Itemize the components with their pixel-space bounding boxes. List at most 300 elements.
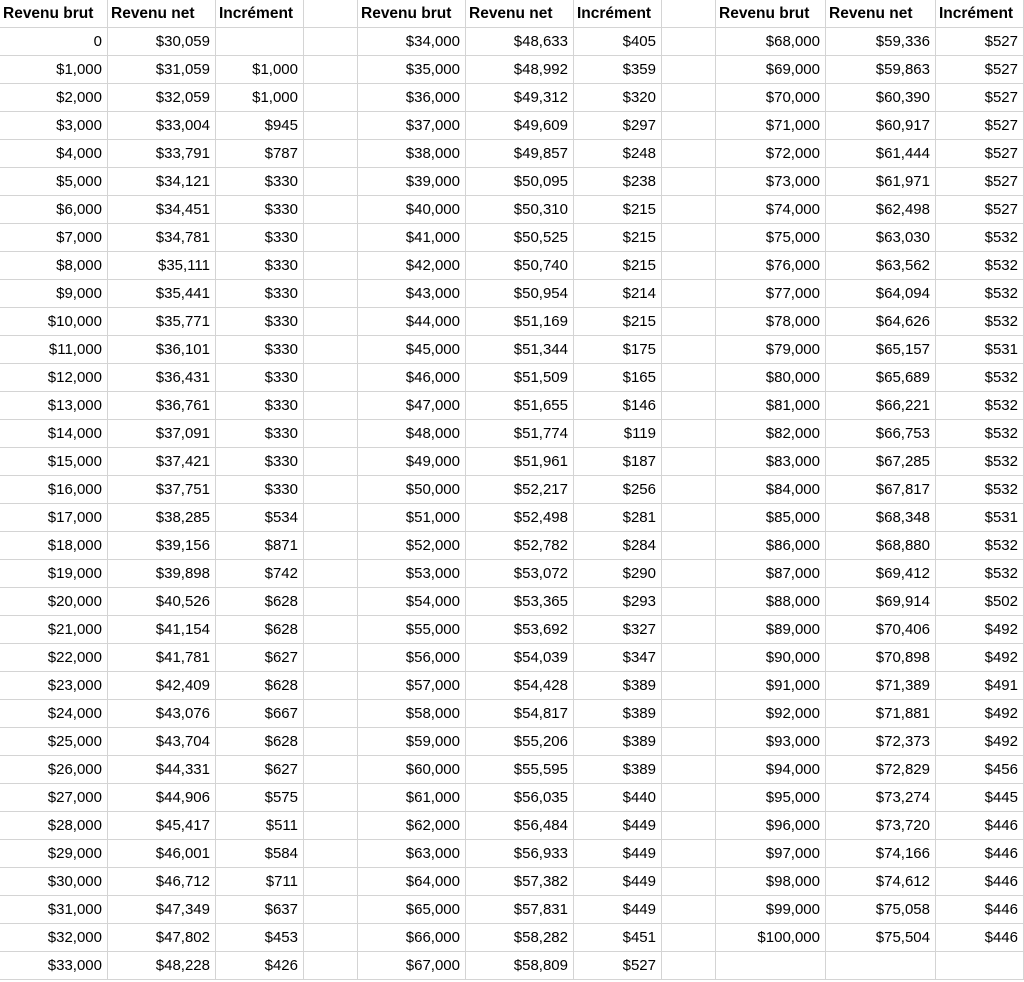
empty-cell[interactable] [304, 392, 358, 420]
empty-cell[interactable] [304, 700, 358, 728]
revenu-net-cell[interactable]: $65,689 [826, 364, 936, 392]
increment-cell[interactable]: $256 [574, 476, 662, 504]
revenu-brut-cell[interactable]: $42,000 [358, 252, 466, 280]
empty-cell[interactable] [662, 84, 716, 112]
increment-cell[interactable]: $491 [936, 672, 1024, 700]
revenu-net-cell[interactable]: $69,914 [826, 588, 936, 616]
revenu-brut-cell[interactable]: $29,000 [0, 840, 108, 868]
increment-cell[interactable]: $584 [216, 840, 304, 868]
increment-cell[interactable]: $531 [936, 336, 1024, 364]
revenu-brut-cell[interactable]: $75,000 [716, 224, 826, 252]
revenu-net-cell[interactable]: $71,881 [826, 700, 936, 728]
revenu-brut-cell[interactable]: $89,000 [716, 616, 826, 644]
revenu-brut-cell[interactable]: 0 [0, 28, 108, 56]
increment-cell[interactable]: $527 [936, 112, 1024, 140]
revenu-brut-cell[interactable]: $93,000 [716, 728, 826, 756]
revenu-brut-cell[interactable]: $64,000 [358, 868, 466, 896]
empty-cell[interactable] [304, 364, 358, 392]
increment-cell[interactable]: $532 [936, 560, 1024, 588]
revenu-brut-cell[interactable]: $13,000 [0, 392, 108, 420]
empty-cell[interactable] [662, 28, 716, 56]
revenu-brut-cell[interactable]: $30,000 [0, 868, 108, 896]
empty-cell[interactable] [662, 196, 716, 224]
increment-cell[interactable]: $492 [936, 728, 1024, 756]
revenu-net-cell[interactable]: $63,562 [826, 252, 936, 280]
revenu-net-cell[interactable]: $64,626 [826, 308, 936, 336]
revenu-brut-cell[interactable]: $49,000 [358, 448, 466, 476]
revenu-net-cell[interactable]: $59,863 [826, 56, 936, 84]
empty-cell[interactable] [304, 336, 358, 364]
increment-cell[interactable]: $532 [936, 392, 1024, 420]
increment-cell[interactable]: $627 [216, 756, 304, 784]
increment-cell[interactable]: $330 [216, 308, 304, 336]
revenu-net-cell[interactable]: $55,595 [466, 756, 574, 784]
revenu-brut-cell[interactable]: $97,000 [716, 840, 826, 868]
increment-cell[interactable]: $359 [574, 56, 662, 84]
revenu-net-cell[interactable]: $52,498 [466, 504, 574, 532]
revenu-brut-cell[interactable]: $51,000 [358, 504, 466, 532]
revenu-brut-cell[interactable]: $60,000 [358, 756, 466, 784]
empty-cell[interactable] [304, 448, 358, 476]
revenu-brut-cell[interactable]: $50,000 [358, 476, 466, 504]
revenu-brut-cell[interactable]: $43,000 [358, 280, 466, 308]
revenu-brut-cell[interactable]: $28,000 [0, 812, 108, 840]
increment-cell[interactable]: $527 [936, 56, 1024, 84]
revenu-brut-cell[interactable]: $1,000 [0, 56, 108, 84]
revenu-brut-cell[interactable]: $67,000 [358, 952, 466, 980]
increment-cell[interactable]: $330 [216, 196, 304, 224]
increment-cell[interactable]: $320 [574, 84, 662, 112]
increment-cell[interactable]: $446 [936, 924, 1024, 952]
increment-cell[interactable]: $575 [216, 784, 304, 812]
revenu-net-cell[interactable]: $51,655 [466, 392, 574, 420]
increment-cell[interactable]: $456 [936, 756, 1024, 784]
empty-cell[interactable] [662, 168, 716, 196]
revenu-net-cell[interactable]: $56,484 [466, 812, 574, 840]
increment-cell[interactable]: $330 [216, 448, 304, 476]
revenu-brut-header[interactable]: Revenu brut [0, 0, 108, 28]
revenu-brut-cell[interactable]: $74,000 [716, 196, 826, 224]
revenu-net-cell[interactable]: $70,406 [826, 616, 936, 644]
revenu-net-cell[interactable]: $66,753 [826, 420, 936, 448]
revenu-net-cell[interactable]: $65,157 [826, 336, 936, 364]
revenu-brut-cell[interactable]: $38,000 [358, 140, 466, 168]
empty-cell[interactable] [304, 756, 358, 784]
revenu-net-cell[interactable]: $75,504 [826, 924, 936, 952]
revenu-net-cell[interactable]: $42,409 [108, 672, 216, 700]
revenu-net-cell[interactable]: $41,781 [108, 644, 216, 672]
revenu-brut-cell[interactable]: $98,000 [716, 868, 826, 896]
revenu-brut-cell[interactable]: $59,000 [358, 728, 466, 756]
revenu-net-cell[interactable]: $53,072 [466, 560, 574, 588]
empty-cell[interactable] [304, 952, 358, 980]
increment-cell[interactable]: $290 [574, 560, 662, 588]
revenu-brut-cell[interactable]: $71,000 [716, 112, 826, 140]
revenu-net-cell[interactable]: $48,228 [108, 952, 216, 980]
revenu-net-cell[interactable]: $47,802 [108, 924, 216, 952]
increment-cell[interactable]: $215 [574, 196, 662, 224]
revenu-net-cell[interactable]: $43,704 [108, 728, 216, 756]
revenu-net-cell[interactable]: $67,817 [826, 476, 936, 504]
increment-cell[interactable]: $446 [936, 812, 1024, 840]
empty-cell[interactable] [304, 196, 358, 224]
empty-cell[interactable] [662, 952, 716, 980]
empty-cell[interactable] [662, 252, 716, 280]
increment-cell[interactable]: $284 [574, 532, 662, 560]
revenu-net-cell[interactable]: $45,417 [108, 812, 216, 840]
increment-cell[interactable]: $405 [574, 28, 662, 56]
empty-cell[interactable] [662, 560, 716, 588]
revenu-net-cell[interactable]: $64,094 [826, 280, 936, 308]
increment-cell[interactable]: $532 [936, 364, 1024, 392]
increment-cell[interactable]: $187 [574, 448, 662, 476]
empty-cell[interactable] [662, 672, 716, 700]
revenu-net-cell[interactable]: $50,310 [466, 196, 574, 224]
increment-cell[interactable]: $492 [936, 644, 1024, 672]
increment-cell[interactable]: $281 [574, 504, 662, 532]
increment-cell[interactable]: $527 [574, 952, 662, 980]
empty-cell[interactable] [662, 756, 716, 784]
empty-cell[interactable] [662, 532, 716, 560]
revenu-brut-cell[interactable]: $62,000 [358, 812, 466, 840]
revenu-net-cell[interactable]: $31,059 [108, 56, 216, 84]
revenu-brut-cell[interactable]: $86,000 [716, 532, 826, 560]
empty-cell[interactable] [304, 420, 358, 448]
revenu-net-cell[interactable]: $73,274 [826, 784, 936, 812]
empty-cell[interactable] [662, 784, 716, 812]
increment-cell[interactable]: $330 [216, 392, 304, 420]
revenu-brut-cell[interactable]: $10,000 [0, 308, 108, 336]
empty-cell[interactable] [662, 448, 716, 476]
revenu-net-cell[interactable]: $43,076 [108, 700, 216, 728]
revenu-brut-cell[interactable]: $18,000 [0, 532, 108, 560]
increment-cell[interactable]: $532 [936, 224, 1024, 252]
revenu-brut-cell[interactable]: $17,000 [0, 504, 108, 532]
increment-cell[interactable]: $628 [216, 616, 304, 644]
revenu-brut-cell[interactable]: $90,000 [716, 644, 826, 672]
revenu-net-cell[interactable]: $51,774 [466, 420, 574, 448]
empty-cell[interactable] [662, 308, 716, 336]
empty-cell[interactable] [662, 504, 716, 532]
revenu-brut-cell[interactable]: $34,000 [358, 28, 466, 56]
revenu-brut-cell[interactable]: $21,000 [0, 616, 108, 644]
empty-cell[interactable] [662, 728, 716, 756]
revenu-net-cell[interactable]: $60,917 [826, 112, 936, 140]
revenu-net-cell[interactable]: $47,349 [108, 896, 216, 924]
revenu-net-cell[interactable]: $69,412 [826, 560, 936, 588]
revenu-brut-cell[interactable]: $66,000 [358, 924, 466, 952]
revenu-brut-cell[interactable]: $36,000 [358, 84, 466, 112]
revenu-net-cell[interactable]: $34,451 [108, 196, 216, 224]
revenu-brut-cell[interactable]: $99,000 [716, 896, 826, 924]
revenu-brut-cell[interactable]: $52,000 [358, 532, 466, 560]
increment-cell[interactable]: $534 [216, 504, 304, 532]
revenu-net-cell[interactable]: $39,156 [108, 532, 216, 560]
revenu-brut-cell[interactable]: $26,000 [0, 756, 108, 784]
revenu-brut-cell[interactable]: $12,000 [0, 364, 108, 392]
increment-cell[interactable]: $502 [936, 588, 1024, 616]
revenu-net-cell[interactable]: $74,166 [826, 840, 936, 868]
empty-cell[interactable] [304, 476, 358, 504]
revenu-net-cell[interactable]: $68,880 [826, 532, 936, 560]
empty-cell[interactable] [304, 84, 358, 112]
empty-cell[interactable] [304, 728, 358, 756]
revenu-brut-cell[interactable]: $48,000 [358, 420, 466, 448]
empty-cell[interactable] [304, 28, 358, 56]
empty-cell[interactable] [304, 868, 358, 896]
increment-cell[interactable]: $532 [936, 280, 1024, 308]
increment-cell[interactable]: $527 [936, 196, 1024, 224]
revenu-brut-cell[interactable]: $84,000 [716, 476, 826, 504]
increment-cell[interactable]: $449 [574, 868, 662, 896]
increment-header[interactable]: Incrément [936, 0, 1024, 28]
empty-cell[interactable] [304, 0, 358, 28]
empty-cell[interactable] [662, 644, 716, 672]
increment-header[interactable]: Incrément [216, 0, 304, 28]
increment-cell[interactable]: $628 [216, 728, 304, 756]
revenu-brut-cell[interactable]: $83,000 [716, 448, 826, 476]
revenu-net-cell[interactable]: $51,509 [466, 364, 574, 392]
revenu-brut-cell[interactable]: $63,000 [358, 840, 466, 868]
increment-cell[interactable]: $527 [936, 168, 1024, 196]
revenu-brut-cell[interactable]: $14,000 [0, 420, 108, 448]
increment-cell[interactable]: $453 [216, 924, 304, 952]
revenu-net-cell[interactable]: $38,285 [108, 504, 216, 532]
empty-cell[interactable] [304, 308, 358, 336]
revenu-net-cell[interactable]: $62,498 [826, 196, 936, 224]
revenu-net-cell[interactable]: $61,971 [826, 168, 936, 196]
revenu-brut-header[interactable]: Revenu brut [716, 0, 826, 28]
revenu-brut-cell[interactable] [716, 952, 826, 980]
increment-cell[interactable] [216, 28, 304, 56]
revenu-net-cell[interactable]: $75,058 [826, 896, 936, 924]
revenu-net-cell[interactable]: $52,217 [466, 476, 574, 504]
revenu-brut-cell[interactable]: $37,000 [358, 112, 466, 140]
increment-cell[interactable]: $492 [936, 616, 1024, 644]
revenu-brut-cell[interactable]: $69,000 [716, 56, 826, 84]
revenu-net-cell[interactable]: $41,154 [108, 616, 216, 644]
increment-cell[interactable]: $627 [216, 644, 304, 672]
revenu-brut-cell[interactable]: $73,000 [716, 168, 826, 196]
increment-cell[interactable]: $637 [216, 896, 304, 924]
revenu-brut-cell[interactable]: $35,000 [358, 56, 466, 84]
increment-cell[interactable]: $389 [574, 728, 662, 756]
increment-cell[interactable]: $214 [574, 280, 662, 308]
revenu-brut-cell[interactable]: $61,000 [358, 784, 466, 812]
revenu-brut-cell[interactable]: $56,000 [358, 644, 466, 672]
revenu-brut-cell[interactable]: $39,000 [358, 168, 466, 196]
empty-cell[interactable] [662, 0, 716, 28]
revenu-brut-cell[interactable]: $46,000 [358, 364, 466, 392]
empty-cell[interactable] [662, 924, 716, 952]
revenu-net-cell[interactable]: $67,285 [826, 448, 936, 476]
increment-cell[interactable]: $945 [216, 112, 304, 140]
revenu-brut-cell[interactable]: $68,000 [716, 28, 826, 56]
increment-cell[interactable]: $1,000 [216, 84, 304, 112]
revenu-brut-cell[interactable]: $91,000 [716, 672, 826, 700]
empty-cell[interactable] [304, 784, 358, 812]
increment-cell[interactable]: $248 [574, 140, 662, 168]
empty-cell[interactable] [662, 140, 716, 168]
increment-cell[interactable]: $532 [936, 448, 1024, 476]
revenu-net-cell[interactable]: $30,059 [108, 28, 216, 56]
revenu-net-cell[interactable]: $35,771 [108, 308, 216, 336]
increment-cell[interactable]: $531 [936, 504, 1024, 532]
revenu-brut-cell[interactable]: $53,000 [358, 560, 466, 588]
revenu-brut-cell[interactable]: $25,000 [0, 728, 108, 756]
empty-cell[interactable] [662, 700, 716, 728]
increment-cell[interactable]: $527 [936, 140, 1024, 168]
revenu-brut-cell[interactable]: $78,000 [716, 308, 826, 336]
revenu-net-cell[interactable]: $34,121 [108, 168, 216, 196]
revenu-brut-cell[interactable]: $87,000 [716, 560, 826, 588]
revenu-net-cell[interactable]: $63,030 [826, 224, 936, 252]
empty-cell[interactable] [304, 560, 358, 588]
empty-cell[interactable] [304, 532, 358, 560]
revenu-net-cell[interactable]: $56,933 [466, 840, 574, 868]
revenu-brut-cell[interactable]: $32,000 [0, 924, 108, 952]
revenu-net-cell[interactable]: $55,206 [466, 728, 574, 756]
increment-cell[interactable]: $446 [936, 840, 1024, 868]
increment-cell[interactable]: $532 [936, 308, 1024, 336]
revenu-net-cell[interactable]: $50,095 [466, 168, 574, 196]
increment-cell[interactable]: $330 [216, 168, 304, 196]
revenu-brut-cell[interactable]: $5,000 [0, 168, 108, 196]
increment-cell[interactable]: $175 [574, 336, 662, 364]
empty-cell[interactable] [304, 812, 358, 840]
revenu-brut-cell[interactable]: $22,000 [0, 644, 108, 672]
revenu-net-cell[interactable]: $37,751 [108, 476, 216, 504]
revenu-brut-cell[interactable]: $33,000 [0, 952, 108, 980]
increment-cell[interactable]: $146 [574, 392, 662, 420]
increment-cell[interactable]: $238 [574, 168, 662, 196]
revenu-net-cell[interactable]: $68,348 [826, 504, 936, 532]
revenu-brut-cell[interactable]: $58,000 [358, 700, 466, 728]
revenu-brut-cell[interactable]: $77,000 [716, 280, 826, 308]
revenu-brut-cell[interactable]: $72,000 [716, 140, 826, 168]
revenu-net-cell[interactable]: $72,829 [826, 756, 936, 784]
increment-cell[interactable]: $389 [574, 756, 662, 784]
increment-cell[interactable]: $293 [574, 588, 662, 616]
increment-cell[interactable]: $628 [216, 588, 304, 616]
increment-cell[interactable]: $667 [216, 700, 304, 728]
revenu-net-cell[interactable]: $53,692 [466, 616, 574, 644]
revenu-brut-header[interactable]: Revenu brut [358, 0, 466, 28]
revenu-net-cell[interactable]: $74,612 [826, 868, 936, 896]
revenu-brut-cell[interactable]: $76,000 [716, 252, 826, 280]
revenu-net-cell[interactable]: $37,091 [108, 420, 216, 448]
revenu-brut-cell[interactable]: $7,000 [0, 224, 108, 252]
revenu-net-header[interactable]: Revenu net [466, 0, 574, 28]
revenu-net-cell[interactable]: $33,791 [108, 140, 216, 168]
empty-cell[interactable] [304, 644, 358, 672]
increment-cell[interactable]: $330 [216, 252, 304, 280]
revenu-net-cell[interactable]: $54,428 [466, 672, 574, 700]
revenu-net-cell[interactable]: $51,169 [466, 308, 574, 336]
revenu-brut-cell[interactable]: $55,000 [358, 616, 466, 644]
increment-cell[interactable]: $446 [936, 896, 1024, 924]
increment-cell[interactable]: $532 [936, 532, 1024, 560]
revenu-net-cell[interactable]: $46,001 [108, 840, 216, 868]
increment-cell[interactable]: $330 [216, 420, 304, 448]
revenu-net-cell[interactable]: $58,282 [466, 924, 574, 952]
revenu-brut-cell[interactable]: $40,000 [358, 196, 466, 224]
revenu-net-header[interactable]: Revenu net [826, 0, 936, 28]
increment-cell[interactable]: $327 [574, 616, 662, 644]
revenu-net-cell[interactable]: $40,526 [108, 588, 216, 616]
increment-cell[interactable]: $449 [574, 896, 662, 924]
revenu-brut-cell[interactable]: $3,000 [0, 112, 108, 140]
increment-cell[interactable]: $297 [574, 112, 662, 140]
empty-cell[interactable] [304, 896, 358, 924]
empty-cell[interactable] [304, 616, 358, 644]
empty-cell[interactable] [662, 588, 716, 616]
revenu-net-cell[interactable]: $35,111 [108, 252, 216, 280]
revenu-brut-cell[interactable]: $54,000 [358, 588, 466, 616]
revenu-net-cell[interactable]: $71,389 [826, 672, 936, 700]
increment-cell[interactable]: $451 [574, 924, 662, 952]
revenu-brut-cell[interactable]: $70,000 [716, 84, 826, 112]
revenu-net-cell[interactable]: $48,992 [466, 56, 574, 84]
empty-cell[interactable] [662, 476, 716, 504]
revenu-brut-cell[interactable]: $80,000 [716, 364, 826, 392]
increment-cell[interactable]: $330 [216, 224, 304, 252]
revenu-net-cell[interactable]: $50,740 [466, 252, 574, 280]
revenu-net-cell[interactable]: $57,831 [466, 896, 574, 924]
increment-cell[interactable]: $347 [574, 644, 662, 672]
revenu-net-cell[interactable]: $50,525 [466, 224, 574, 252]
revenu-brut-cell[interactable]: $8,000 [0, 252, 108, 280]
empty-cell[interactable] [304, 56, 358, 84]
revenu-net-cell[interactable]: $34,781 [108, 224, 216, 252]
revenu-brut-cell[interactable]: $96,000 [716, 812, 826, 840]
revenu-net-cell[interactable]: $32,059 [108, 84, 216, 112]
increment-header[interactable]: Incrément [574, 0, 662, 28]
revenu-brut-cell[interactable]: $65,000 [358, 896, 466, 924]
empty-cell[interactable] [662, 868, 716, 896]
revenu-net-cell[interactable]: $39,898 [108, 560, 216, 588]
increment-cell[interactable]: $449 [574, 812, 662, 840]
empty-cell[interactable] [662, 420, 716, 448]
revenu-brut-cell[interactable]: $81,000 [716, 392, 826, 420]
empty-cell[interactable] [662, 56, 716, 84]
revenu-net-cell[interactable]: $54,817 [466, 700, 574, 728]
increment-cell[interactable]: $711 [216, 868, 304, 896]
revenu-net-cell[interactable]: $58,809 [466, 952, 574, 980]
increment-cell[interactable]: $492 [936, 700, 1024, 728]
revenu-brut-cell[interactable]: $20,000 [0, 588, 108, 616]
revenu-net-cell[interactable]: $66,221 [826, 392, 936, 420]
revenu-net-cell[interactable]: $56,035 [466, 784, 574, 812]
revenu-net-cell[interactable]: $51,344 [466, 336, 574, 364]
revenu-brut-cell[interactable]: $92,000 [716, 700, 826, 728]
increment-cell[interactable]: $165 [574, 364, 662, 392]
revenu-net-cell[interactable]: $61,444 [826, 140, 936, 168]
revenu-net-cell[interactable]: $49,312 [466, 84, 574, 112]
increment-cell[interactable]: $215 [574, 224, 662, 252]
revenu-net-cell[interactable]: $52,782 [466, 532, 574, 560]
revenu-net-cell[interactable]: $70,898 [826, 644, 936, 672]
increment-cell[interactable]: $527 [936, 28, 1024, 56]
revenu-brut-cell[interactable]: $16,000 [0, 476, 108, 504]
increment-cell[interactable]: $389 [574, 672, 662, 700]
revenu-brut-cell[interactable]: $24,000 [0, 700, 108, 728]
revenu-brut-cell[interactable]: $47,000 [358, 392, 466, 420]
increment-cell[interactable]: $449 [574, 840, 662, 868]
revenu-brut-cell[interactable]: $4,000 [0, 140, 108, 168]
empty-cell[interactable] [662, 364, 716, 392]
revenu-net-header[interactable]: Revenu net [108, 0, 216, 28]
